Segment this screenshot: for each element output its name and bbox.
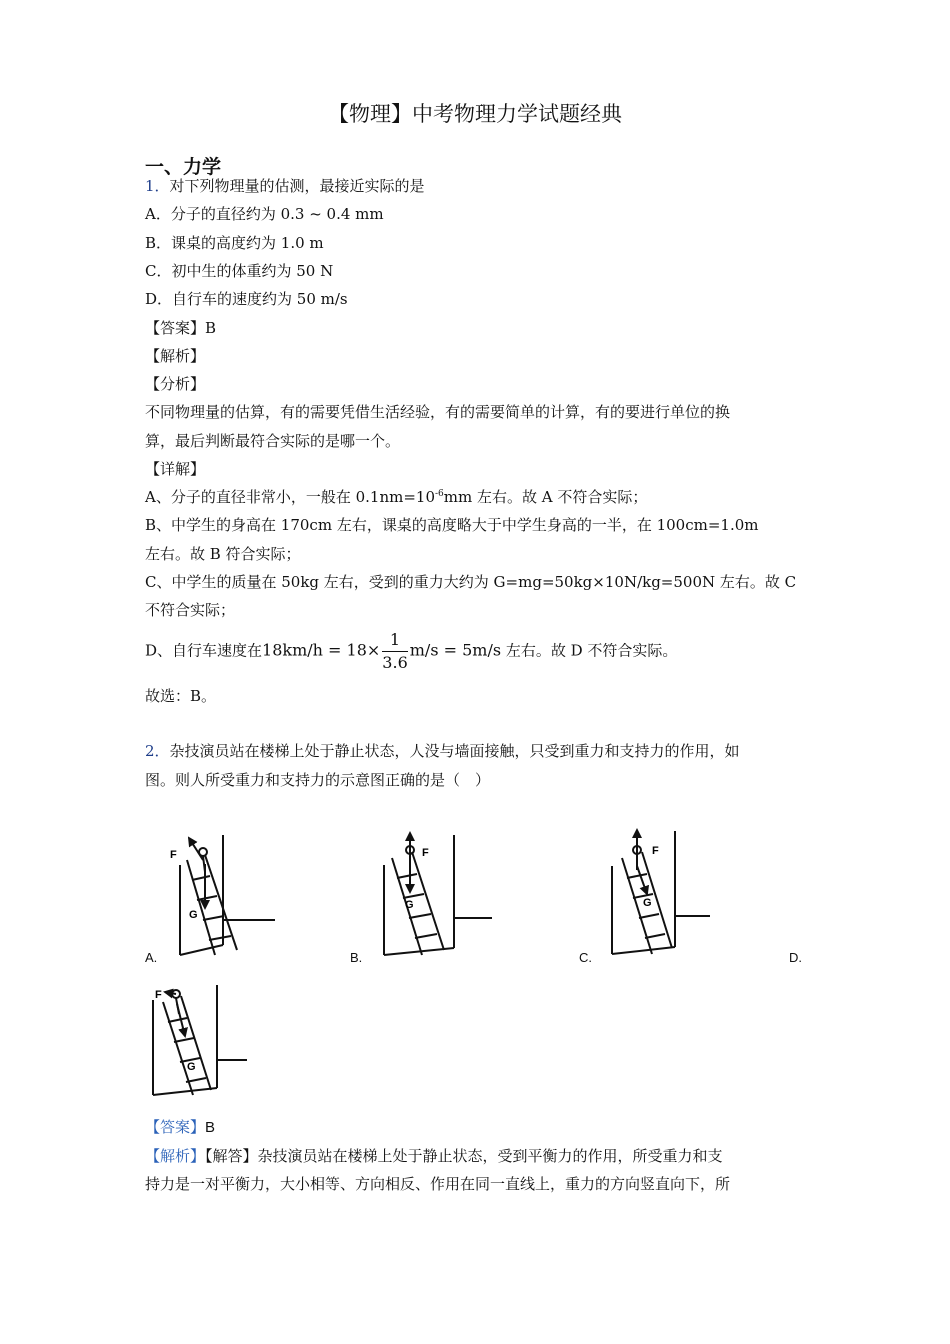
q1-detail-b-line2: 左右。故 B 符合实际；: [145, 545, 301, 563]
q2-stem-line2: 图。则人所受重力和支持力的示意图正确的是（ ）: [145, 771, 491, 789]
q1-analysis-line1: 不同物理量的估算，有的需要凭借生活经验，有的需要简单的计算，有的要进行单位的换: [145, 403, 731, 421]
q2-answer: 【答案】B: [145, 1118, 216, 1136]
q1-jiexi: 【解析】: [145, 347, 206, 365]
q1-detail-a: A、分子的直径非常小，一般在 $0.1nm=10^{-6}mm$ 左右。故 A 不符合实际；: [145, 488, 648, 506]
figure-b: [372, 830, 497, 960]
page-title: 【物理】中考物理力学试题经典: [328, 102, 622, 126]
gravity-g-label: G: [643, 897, 652, 909]
option-d-label: D.: [789, 950, 802, 965]
q2-number: 2．: [145, 742, 170, 760]
q1-analysis-line2: 算，最后判断最符合实际的是哪一个。: [145, 432, 401, 450]
q1-option-c: C．初中生的体重约为 50 N: [145, 262, 334, 280]
gravity-g-label: G: [187, 1061, 196, 1073]
q1-stem: 1．对下列物理量的估测，最接近实际的是: [145, 177, 425, 195]
section-heading: 一、力学: [145, 156, 222, 178]
q1-option-d: D．自行车的速度约为 50 m/s: [145, 290, 348, 308]
q1-option-b: B．课桌的高度约为 1.0 m: [145, 234, 324, 252]
q2-analysis-line1: 【解析】【解答】杂技演员站在楼梯上处于静止状态，受到平衡力的作用，所受重力和支: [145, 1147, 723, 1165]
fraction: $\frac{1}{3.6}$: [382, 630, 408, 672]
option-c-label: C.: [579, 950, 592, 965]
force-f-label: F: [652, 845, 659, 857]
figure-d: [145, 980, 255, 1100]
q1-xiangjie: 【详解】: [145, 460, 206, 478]
q1-detail-c-line1: C、中学生的质量在 50kg 左右，受到的重力大约为 G=mg=50kg×10N/kg=500N 左右。故 C: [145, 573, 797, 591]
force-f-label: F: [422, 847, 429, 859]
q1-option-a: A．分子的直径约为 0.3 ~ 0.4 mm: [145, 205, 384, 223]
force-f-label: F: [155, 989, 162, 1001]
q1-detail-d: D、自行车速度在18km/h = 18× $\frac{1}{3.6}$ m/s = 5m/s 左右。故 D 不符合实际。: [145, 630, 678, 672]
figure-a: [165, 830, 285, 960]
option-b-label: B.: [350, 950, 363, 965]
q1-answer: 【答案】B: [145, 319, 217, 337]
gravity-g-label: G: [405, 899, 414, 911]
q1-detail-c-line2: 不符合实际；: [145, 601, 236, 619]
q1-choose: 故选：B。: [145, 687, 217, 705]
gravity-g-label: G: [189, 909, 198, 921]
figure-c: [600, 826, 725, 960]
q1-fenxi: 【分析】: [145, 375, 206, 393]
q2-analysis-line2: 持力是一对平衡力，大小相等、方向相反、作用在同一直线上，重力的方向竖直向下，所: [145, 1175, 731, 1193]
option-a-label: A.: [145, 950, 158, 965]
q1-detail-b-line1: B、中学生的身高在 170cm 左右，课桌的高度略大于中学生身高的一半，在 100cm=1.0m: [145, 516, 759, 534]
q1-number: 1．: [145, 177, 170, 195]
force-f-label: F: [170, 849, 177, 861]
q2-stem-line1: 2．杂技演员站在楼梯上处于静止状态，人没与墙面接触，只受到重力和支持力的作用，如: [145, 742, 740, 760]
